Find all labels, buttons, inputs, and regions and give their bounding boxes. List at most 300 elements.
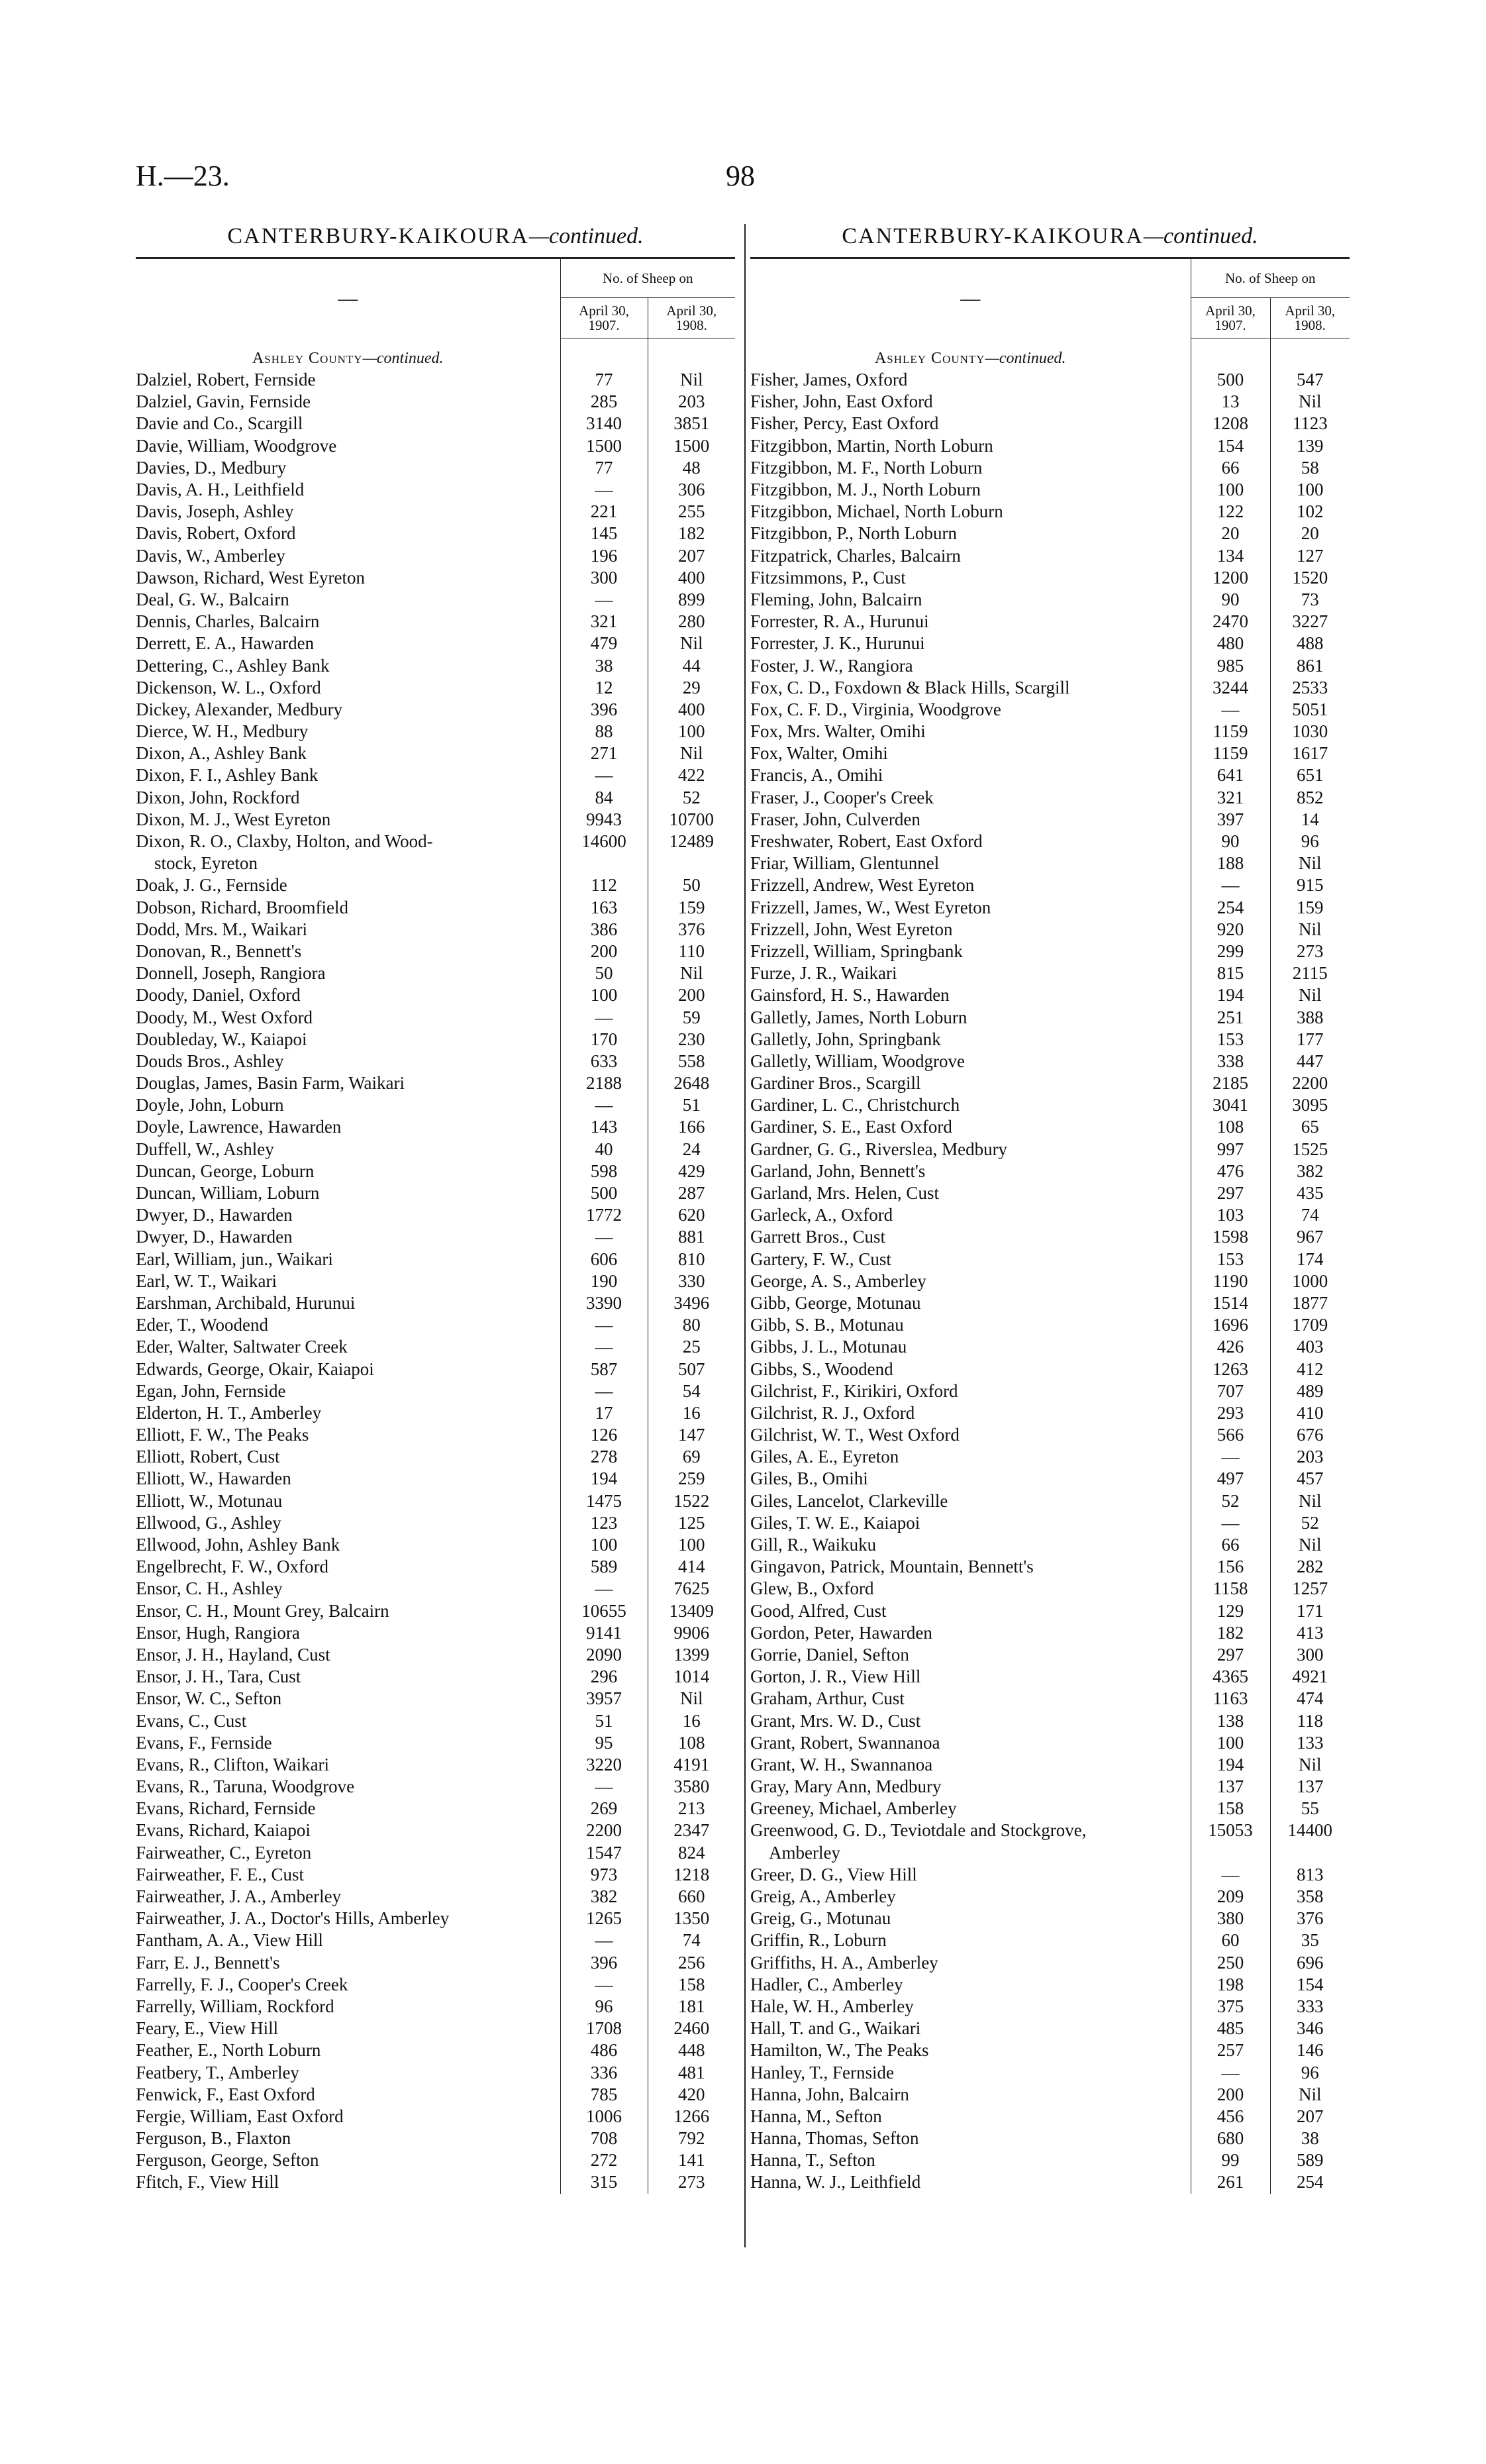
sheep-1907: 1265 [560,1908,648,1929]
owner-name: Fraser, J., Cooper's Creek [750,787,934,807]
sheep-1908: 881 [648,1226,735,1248]
owner-name: Foster, J. W., Rangiora [750,655,913,676]
sheep-1907: — [560,1380,648,1402]
sheep-1908: Nil [648,369,735,391]
owner-name: Dobson, Richard, Broomfield [136,897,348,917]
owner-name: Gorton, J. R., View Hill [750,1667,921,1687]
owner-name: Ensor, J. H., Hayland, Cust [136,1644,330,1665]
right-column [750,224,1350,2194]
table-row [136,501,735,523]
owner-name: Earshman, Archibald, Hurunui [136,1292,356,1313]
table-row [136,984,735,1006]
sheep-1907: 589 [560,1556,648,1578]
owner-name: Garland, John, Bennett's [750,1160,926,1181]
table-row [136,897,735,919]
owner-name: Douds Bros., Ashley [136,1051,284,1071]
sheep-1907: — [560,1006,648,1028]
table-row [750,2128,1350,2149]
owner-name: Elderton, H. T., Amberley [136,1402,322,1423]
table-row [750,1424,1350,1446]
sheep-1907: 153 [1191,1029,1270,1051]
owner-name: Dixon, M. J., West Eyreton [136,809,331,829]
owner-name: Doak, J. G., Fernside [136,875,287,896]
sheep-1908: Nil [1270,919,1350,941]
owner-name: Frizzell, James, W., West Eyreton [750,897,991,917]
sheep-1908: 388 [1270,1006,1350,1028]
owner-name: Fitzgibbon, P., North Loburn [750,523,958,544]
sheep-1907 [560,852,648,874]
table-row [136,2171,735,2193]
owner-name: Featbery, T., Amberley [136,2062,299,2082]
table-row [136,633,735,654]
sheep-1907: 190 [560,1270,648,1292]
owner-name: Egan, John, Fernside [136,1380,286,1401]
sheep-1907: — [560,764,648,786]
sheep-1908: 273 [1270,941,1350,962]
owner-name: stock, Eyreton [154,853,258,874]
sheep-1907: 200 [560,941,648,962]
sheep-1908: Nil [1270,1490,1350,1512]
owner-name: Fox, Mrs. Walter, Omihi [750,721,926,742]
sheep-1908: 558 [648,1051,735,1072]
table-row [750,1798,1350,1820]
table-row [136,413,735,435]
table-row [136,654,735,676]
owner-name: Forrester, R. A., Hurunui [750,611,929,632]
sheep-1908: 255 [648,501,735,523]
owner-name: Ffitch, F., View Hill [136,2172,279,2192]
sheep-1907: 500 [1191,369,1270,391]
owner-name: Hamilton, W., The Peaks [750,2040,929,2061]
sheep-1907: 100 [1191,479,1270,501]
sheep-1908: 813 [1270,1864,1350,1886]
owner-name: Fitzgibbon, M. F., North Loburn [750,457,983,478]
owner-name: Doody, Daniel, Oxford [136,985,301,1005]
table-row [136,1182,735,1204]
table-row [136,1512,735,1534]
table-row [136,1446,735,1468]
sheep-1907: 476 [1191,1160,1270,1182]
sheep-1907: 250 [1191,1952,1270,1974]
sheep-1908: 507 [648,1358,735,1380]
sheep-1908: Nil [648,1688,735,1710]
table-row [750,764,1350,786]
sheep-1908: 181 [648,1996,735,2018]
sheep-1908: 1000 [1270,1270,1350,1292]
sheep-1907: 285 [560,391,648,413]
group-header: No. of Sheep on [1191,258,1350,298]
table-row [750,1622,1350,1644]
sheep-1908: 287 [648,1182,735,1204]
sheep-1907: 182 [1191,1622,1270,1644]
table-row [750,1226,1350,1248]
page-number: 98 [726,160,755,192]
table-row [750,1051,1350,1072]
table-row [750,1204,1350,1226]
sheep-1908: 14400 [1270,1820,1350,1841]
table-row [136,611,735,633]
sheep-1908: 207 [1270,2106,1350,2128]
sheep-1907: 815 [1191,962,1270,984]
sheep-1908: 620 [648,1204,735,1226]
sheep-1907: 297 [1191,1644,1270,1666]
owner-name: Gorrie, Daniel, Sefton [750,1644,909,1665]
table-row [136,457,735,479]
table-row [136,1952,735,1974]
sheep-1908: 282 [1270,1556,1350,1578]
sheep-1908: 154 [1270,1974,1350,1996]
sheep-1907: 95 [560,1732,648,1754]
owner-name: Francis, A., Omihi [750,765,883,786]
sheep-1907: 122 [1191,501,1270,523]
owner-name: Gingavon, Patrick, Mountain, Bennett's [750,1557,1034,1577]
sheep-1908: 1257 [1270,1578,1350,1600]
sheep-1908: 20 [1270,523,1350,544]
owner-name: Ensor, Hugh, Rangiora [136,1622,300,1643]
sheep-1908: 139 [1270,435,1350,457]
sheep-1907: 15053 [1191,1820,1270,1841]
owner-name: Gibb, S. B., Motunau [750,1315,904,1335]
sheep-1907: 77 [560,369,648,391]
sheep-1908: 435 [1270,1182,1350,1204]
owner-name: Hanna, M., Sefton [750,2106,882,2126]
table-row [136,1358,735,1380]
owner-name: Frizzell, William, Springbank [750,941,963,961]
owner-name: Ensor, W. C., Sefton [136,1688,282,1709]
sheep-1908: 792 [648,2128,735,2149]
owner-name: Davis, W., Amberley [136,545,285,566]
year-1907-header: April 30, 1907. [560,298,648,338]
sheep-1908: 171 [1270,1600,1350,1622]
sheep-1907: 1696 [1191,1314,1270,1336]
table-row [136,545,735,567]
owner-name: Gartery, F. W., Cust [750,1249,891,1269]
sheep-1908: Nil [648,962,735,984]
sheep-1907: 198 [1191,1974,1270,1996]
sheep-1908: 2115 [1270,962,1350,984]
sheep-1908: 422 [648,764,735,786]
owner-name: Evans, F., Fernside [136,1732,272,1753]
sheep-1908: 69 [648,1446,735,1468]
owner-name: Fisher, James, Oxford [750,370,908,390]
table-row [750,2149,1350,2171]
sheep-1907: — [1191,1446,1270,1468]
sheep-1908: 3851 [648,413,735,435]
table-row [750,1094,1350,1116]
sheep-1907: 103 [1191,1204,1270,1226]
owner-name: Evans, Richard, Kaiapoi [136,1820,311,1841]
table-row [750,2084,1350,2106]
table-row [136,1754,735,1776]
sheep-1907: 598 [560,1160,648,1182]
owner-name: Fitzgibbon, M. J., North Loburn [750,480,981,500]
sheep-1907: 456 [1191,2106,1270,2128]
table-row [750,1886,1350,1908]
sheep-1908: 10700 [648,809,735,831]
owner-name: Dixon, F. I., Ashley Bank [136,765,319,786]
owner-name: Dixon, R. O., Claxby, Holton, and Wood- [136,831,433,852]
sheep-1908: 16 [648,1710,735,1731]
sheep-1907: 156 [1191,1556,1270,1578]
sheep-1907: 606 [560,1249,648,1270]
sheep-1907: 153 [1191,1249,1270,1270]
sheep-1907: 88 [560,721,648,743]
owner-name: Dixon, A., Ashley Bank [136,743,307,764]
table-row [750,457,1350,479]
owner-name: Fitzgibbon, Martin, North Loburn [750,435,993,456]
owner-name: Hanley, T., Fernside [750,2062,894,2082]
table-row [136,743,735,764]
sheep-1907: 985 [1191,654,1270,676]
table-row [136,809,735,831]
sheep-1907: 1708 [560,2018,648,2039]
table-row [136,1249,735,1270]
sheep-1907: 99 [1191,2149,1270,2171]
sheep-1907: 2200 [560,1820,648,1841]
sheep-1908: 273 [648,2171,735,2193]
sheep-1908: Nil [1270,391,1350,413]
table-row [750,1490,1350,1512]
owner-name: Forrester, J. K., Hurunui [750,633,925,654]
sheep-1908: 213 [648,1798,735,1820]
owner-name: Duffell, W., Ashley [136,1139,274,1159]
table-row [750,1952,1350,1974]
sheep-1908: 488 [1270,633,1350,654]
sheep-1908: 230 [648,1029,735,1051]
sheep-1907: 196 [560,545,648,567]
table-row [750,654,1350,676]
sheep-1908: 330 [648,1270,735,1292]
table-row [750,1996,1350,2018]
sheep-1907: 20 [1191,523,1270,544]
owner-name: Greig, A., Amberley [750,1886,896,1907]
sheep-1907: 1547 [560,1842,648,1864]
owner-name: Evans, R., Clifton, Waikari [136,1754,330,1774]
table-row [136,1886,735,1908]
sheep-1907: — [1191,1512,1270,1534]
sheep-1908: 400 [648,699,735,721]
owner-name: Greenwood, G. D., Teviotdale and Stockgrove, [750,1820,1087,1841]
sheep-1907: 38 [560,654,648,676]
table-row [750,1776,1350,1798]
sheep-1907: 296 [560,1666,648,1688]
table-row [750,1754,1350,1776]
sheep-1907: 1158 [1191,1578,1270,1600]
sheep-1907: 396 [560,1952,648,1974]
table-row [750,962,1350,984]
sheep-1908: 4191 [648,1754,735,1776]
sheep-1907: 380 [1191,1908,1270,1929]
owner-name: Fox, C. F. D., Virginia, Woodgrove [750,699,1001,719]
sheep-1908: 58 [1270,457,1350,479]
sheep-1908: 447 [1270,1051,1350,1072]
table-row [136,567,735,589]
sheep-1908: 203 [648,391,735,413]
owner-name: Fairweather, C., Eyreton [136,1842,312,1863]
sheep-1907: 170 [560,1029,648,1051]
owner-name: Griffin, R., Loburn [750,1930,887,1951]
table-row [750,1314,1350,1336]
sheep-1908: Nil [1270,1754,1350,1776]
sheep-1907: 84 [560,787,648,809]
table-row [136,1864,735,1886]
sheep-1907: 480 [1191,633,1270,654]
sheep-1908: 100 [1270,479,1350,501]
sheep-1908: 44 [648,654,735,676]
sheep-1908: 74 [648,1929,735,1951]
sheep-1908: 2347 [648,1820,735,1841]
table-row [750,852,1350,874]
sheep-1908: 474 [1270,1688,1350,1710]
sheep-1908: 14 [1270,809,1350,831]
sheep-1907: 251 [1191,1006,1270,1028]
sheep-1907: 272 [560,2149,648,2171]
owner-name: Earl, W. T., Waikari [136,1270,277,1291]
owner-name: Dickenson, W. L., Oxford [136,677,321,697]
sheep-1908: Nil [648,633,735,654]
sheep-1908: 660 [648,1886,735,1908]
section-heading: Ashley County—continued. [136,338,735,370]
table-row [136,1622,735,1644]
owner-name: Doyle, Lawrence, Hawarden [136,1117,342,1137]
sheep-1908: 382 [1270,1160,1350,1182]
owner-name: Gilchrist, F., Kirikiri, Oxford [750,1380,958,1401]
table-row [750,1072,1350,1094]
sheep-1907: 209 [1191,1886,1270,1908]
owner-name: Fox, Walter, Omihi [750,743,888,764]
sheep-1908: 38 [1270,2128,1350,2149]
sheep-1907: 2185 [1191,1072,1270,1094]
table-row [136,435,735,457]
sheep-1908: Nil [648,743,735,764]
table-row [136,1094,735,1116]
sheep-1907: 96 [560,1996,648,2018]
table-row [750,941,1350,962]
owner-name: Earl, William, jun., Waikari [136,1249,333,1269]
sheep-1907: 293 [1191,1402,1270,1424]
sheep-1908: 1877 [1270,1292,1350,1314]
sheep-1907: 587 [560,1358,648,1380]
year-1907-header: April 30, 1907. [1191,298,1270,338]
owner-name: Feary, E., View Hill [136,2018,279,2039]
owner-name: Garland, Mrs. Helen, Cust [750,1183,939,1204]
owner-name: Greeney, Michael, Amberley [750,1798,957,1819]
sheep-1907: 3041 [1191,1094,1270,1116]
owner-name: Fairweather, J. A., Doctor's Hills, Amberley [136,1908,450,1929]
sheep-1908: 259 [648,1468,735,1490]
sheep-1908: 429 [648,1160,735,1182]
table-row [136,1424,735,1446]
table-row [750,809,1350,831]
owner-name: Elliott, F. W., The Peaks [136,1425,309,1445]
sheep-1907: 997 [1191,1139,1270,1160]
owner-name: Gardiner Bros., Scargill [750,1073,921,1094]
sheep-1908: 1123 [1270,413,1350,435]
owner-name: Frizzell, John, West Eyreton [750,919,953,939]
owner-name: George, A. S., Amberley [750,1270,926,1291]
table-row [750,831,1350,852]
sheep-1908: 412 [1270,1358,1350,1380]
owner-name: Elliott, Robert, Cust [136,1447,280,1467]
owner-name: Gray, Mary Ann, Medbury [750,1776,942,1797]
sheep-1908: 376 [648,919,735,941]
sheep-1907: 108 [1191,1116,1270,1138]
owner-name: Davie, William, Woodgrove [136,435,337,456]
owner-name: Davie and Co., Scargill [136,413,303,434]
table-row [136,1534,735,1556]
sheep-1908: 80 [648,1314,735,1336]
table-row [750,1446,1350,1468]
table-row [750,2018,1350,2039]
sheep-1907: 397 [1191,809,1270,831]
owner-name: Giles, T. W. E., Kaiapoi [750,1512,920,1533]
table-row [750,1842,1350,1864]
name-column-header: — [338,287,358,309]
column-title: CANTERBURY-KAIKOURA—continued. [227,224,644,248]
sheep-1908: 1522 [648,1490,735,1512]
table-row [750,435,1350,457]
sheep-1907: — [560,1094,648,1116]
table-row [136,1226,735,1248]
sheep-1907 [1191,1842,1270,1864]
owner-name: Fisher, Percy, East Oxford [750,413,939,434]
owner-name: Frizzell, Andrew, West Eyreton [750,875,975,896]
table-row [136,831,735,852]
table-row [750,1710,1350,1731]
year-1908-header: April 30, 1908. [648,298,735,338]
table-row [750,984,1350,1006]
table-row [750,1820,1350,1841]
sheep-1907: 1200 [1191,567,1270,589]
owner-name: Giles, Lancelot, Clarkeville [750,1490,948,1511]
table-row [750,1006,1350,1028]
owner-name: Dwyer, D., Hawarden [136,1205,293,1225]
sheep-1907: 920 [1191,919,1270,941]
column-title: CANTERBURY-KAIKOURA—continued. [842,224,1258,248]
owner-name: Fantham, A. A., View Hill [136,1930,323,1951]
sheep-1908: 96 [1270,2061,1350,2083]
table-row [136,1908,735,1929]
owner-name: Gibb, George, Motunau [750,1292,921,1313]
sheep-1907: — [560,1578,648,1600]
sheep-1908: 414 [648,1556,735,1578]
table-row [136,1666,735,1688]
sheep-1907: 17 [560,1402,648,1424]
sheep-1907: 641 [1191,764,1270,786]
owner-name: Dawson, Richard, West Eyreton [136,567,366,588]
sheep-1907: 50 [560,962,648,984]
sheep-1908: Nil [1270,2084,1350,2106]
sheep-1908: 1266 [648,2106,735,2128]
owner-name: Fisher, John, East Oxford [750,391,933,412]
table-row [136,1600,735,1622]
sheep-1908: 9906 [648,1622,735,1644]
sheep-1908: 182 [648,523,735,544]
sheep-1908: 54 [648,1380,735,1402]
sheep-1908: 899 [648,589,735,611]
table-row [750,1974,1350,1996]
owner-name: Duncan, George, Loburn [136,1160,315,1181]
table-row [750,1732,1350,1754]
owner-name: Fitzgibbon, Michael, North Loburn [750,501,1003,522]
table-row [136,1051,735,1072]
owner-name: Derrett, E. A., Hawarden [136,633,315,654]
owner-name: Ensor, J. H., Tara, Cust [136,1667,301,1687]
sheep-1908: 141 [648,2149,735,2171]
sheep-1907: 321 [1191,787,1270,809]
table-row [136,1688,735,1710]
table-row [136,1314,735,1336]
